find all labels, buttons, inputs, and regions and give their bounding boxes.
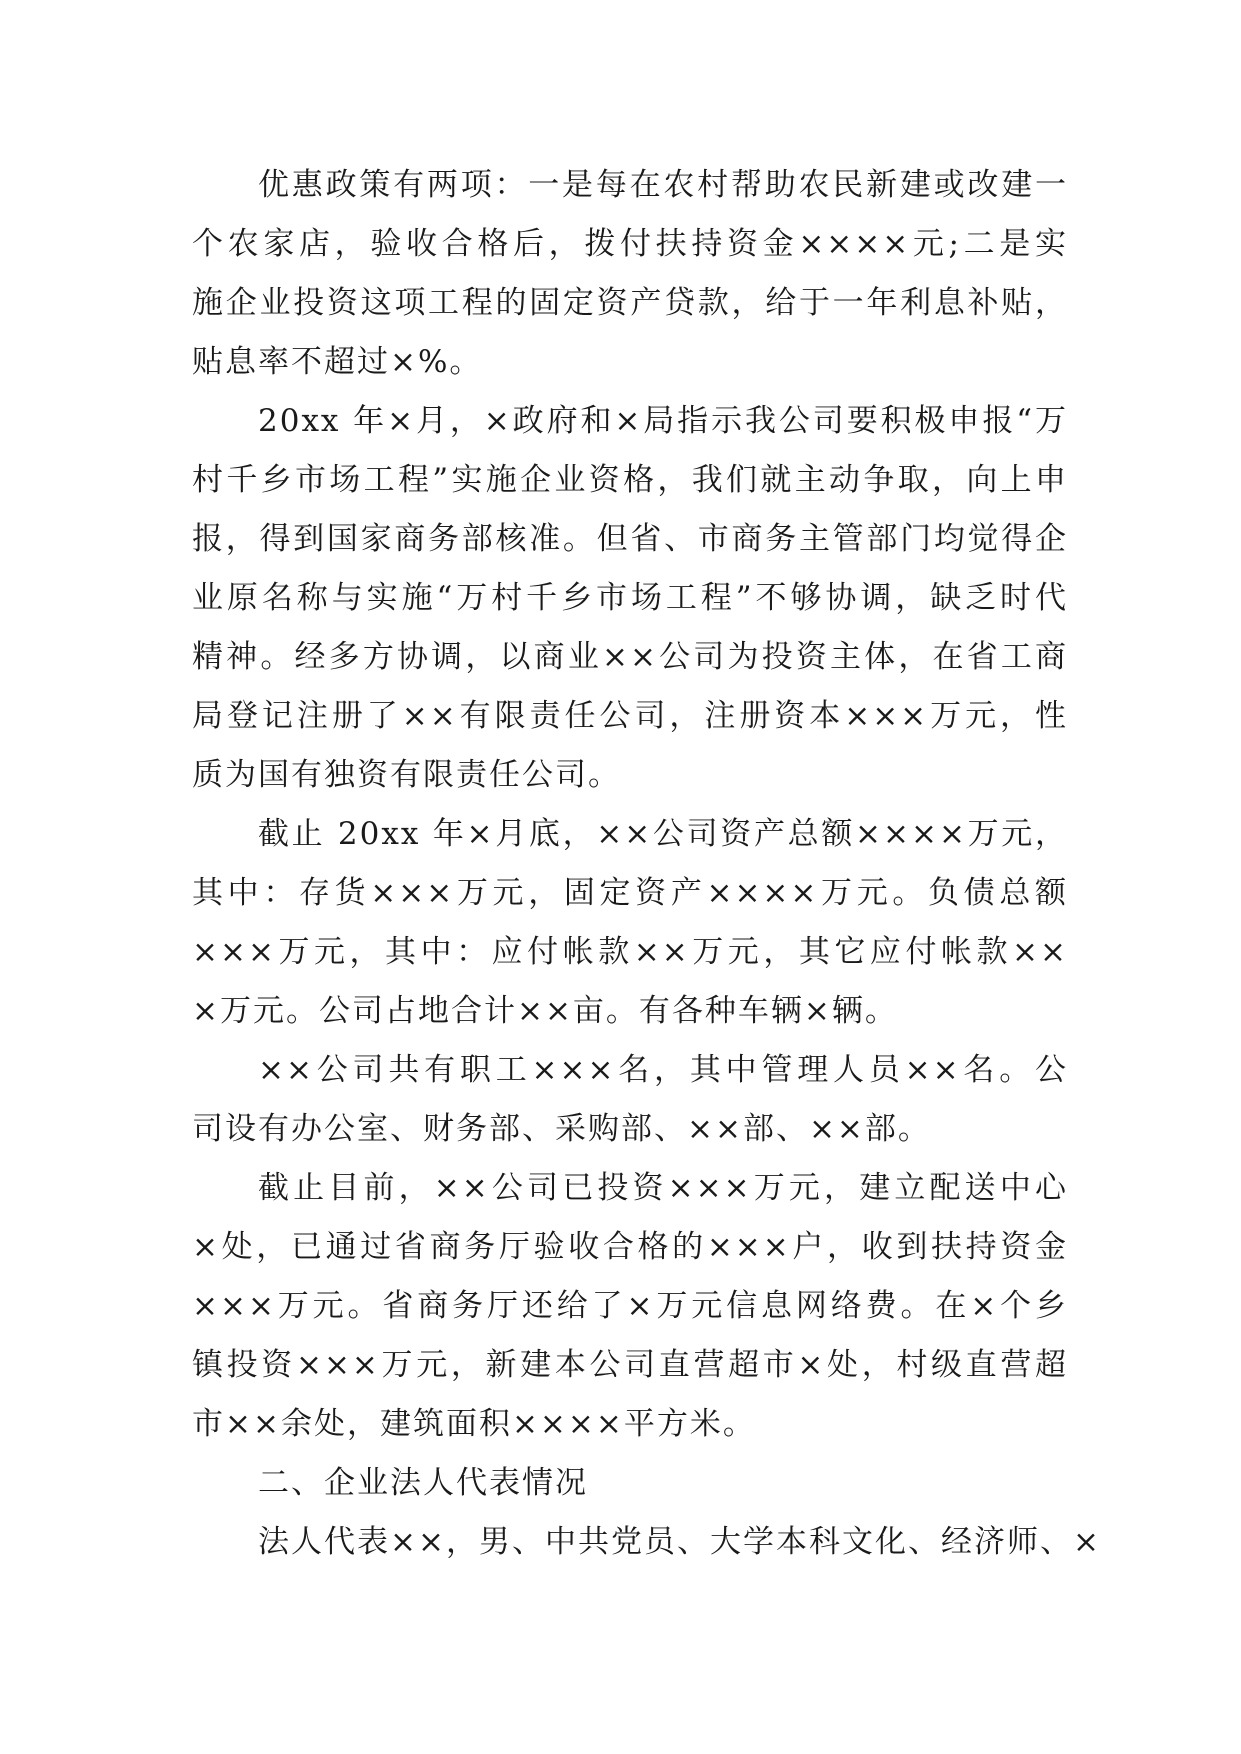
paragraph-line: 法人代表××，男、中共党员、大学本科文化、经济师、× (258, 1524, 1101, 1560)
paragraph-line: 质为国有独资有限责任公司。 (192, 757, 621, 793)
paragraph-line: 其中：存货×××万元，固定资产××××万元。负债总额 (192, 875, 1068, 911)
paragraph-line: 镇投资×××万元，新建本公司直营超市×处，村级直营超 (192, 1347, 1068, 1383)
paragraph-line: 优惠政策有两项：一是每在农村帮助农民新建或改建一 (258, 167, 1068, 203)
paragraph-line: 截止目前，××公司已投资×××万元，建立配送中心 (258, 1170, 1068, 1206)
document-body (192, 156, 1101, 1572)
paragraph-line: 精神。经多方协调，以商业××公司为投资主体，在省工商 (192, 639, 1068, 675)
paragraph-line: 市××余处，建筑面积××××平方米。 (192, 1406, 756, 1442)
section-heading: 二、企业法人代表情况 (258, 1465, 588, 1501)
paragraph-line: ××公司共有职工×××名，其中管理人员××名。公 (258, 1052, 1068, 1088)
paragraph-line: ×××万元，其中：应付帐款××万元，其它应付帐款×× (192, 934, 1068, 970)
paragraph-line: 贴息率不超过×%。 (192, 344, 483, 380)
paragraph-line: 局登记注册了××有限责任公司，注册资本×××万元，性 (192, 698, 1068, 734)
paragraph-line: 业原名称与实施“万村千乡市场工程”不够协调，缺乏时代 (192, 580, 1068, 616)
paragraph-line: ×处，已通过省商务厅验收合格的×××户，收到扶持资金 (192, 1229, 1068, 1265)
paragraph-line: 20xx 年×月，×政府和×局指示我公司要积极申报“万 (258, 403, 1068, 439)
paragraph-line: 村千乡市场工程”实施企业资格，我们就主动争取，向上申 (192, 462, 1068, 498)
paragraph-line: 司设有办公室、财务部、采购部、××部、××部。 (192, 1111, 931, 1147)
paragraph-line: 报，得到国家商务部核准。但省、市商务主管部门均觉得企 (192, 521, 1068, 557)
paragraph-line: 截止 20xx 年×月底，××公司资产总额××××万元， (258, 816, 1068, 852)
paragraph-line: 个农家店，验收合格后，拨付扶持资金××××元;二是实 (192, 226, 1068, 262)
paragraph-line: 施企业投资这项工程的固定资产贷款，给于一年利息补贴， (192, 285, 1068, 321)
paragraph-line: ×万元。公司占地合计××亩。有各种车辆×辆。 (192, 993, 898, 1029)
paragraph-line: ×××万元。省商务厅还给了×万元信息网络费。在×个乡 (192, 1288, 1068, 1324)
